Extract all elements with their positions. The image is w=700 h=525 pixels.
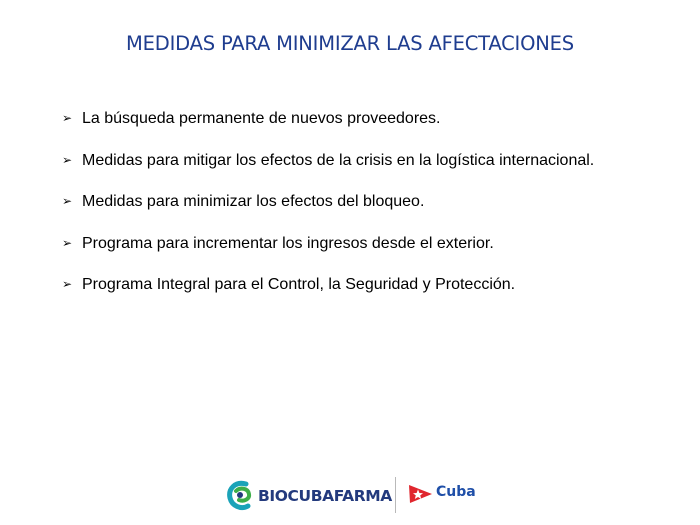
arrow-bullet-icon: ➢ <box>62 152 73 167</box>
arrow-bullet-icon: ➢ <box>62 235 73 250</box>
country-label: Cuba <box>436 484 476 500</box>
biocubafarma-logo-icon <box>226 479 256 513</box>
cuba-flag-star-icon <box>408 481 434 505</box>
arrow-bullet-icon: ➢ <box>62 277 73 291</box>
bullet-text: Medidas para mitigar los efectos de la crisis en la logística internacional. <box>82 151 595 169</box>
arrow-bullet-icon: ➢ <box>62 194 73 208</box>
bullet-item-foreign-income <box>62 223 612 265</box>
brand-name: BIOCUBAFARMA <box>258 487 392 505</box>
bullet-text: Medidas para minimizar los efectos del bloqueo. <box>82 193 425 210</box>
arrow-bullet-icon: ➢ <box>62 111 73 125</box>
logo-divider <box>395 477 396 513</box>
slide-title: MEDIDAS PARA MINIMIZAR LAS AFECTACIONES <box>126 32 574 55</box>
bullet-item-logistics-crisis <box>62 140 612 182</box>
bullet-list <box>62 98 612 306</box>
bullet-item-security-program <box>62 264 612 306</box>
bullet-text: Programa Integral para el Control, la Seguridad y Protección. <box>82 276 516 293</box>
bullet-item-new-suppliers <box>62 98 612 140</box>
bullet-item-blockade <box>62 181 612 223</box>
bullet-text: La búsqueda permanente de nuevos proveedores. <box>82 110 441 127</box>
footer-logos <box>0 475 700 515</box>
bullet-text: Programa para incrementar los ingresos desde el exterior. <box>82 234 494 252</box>
